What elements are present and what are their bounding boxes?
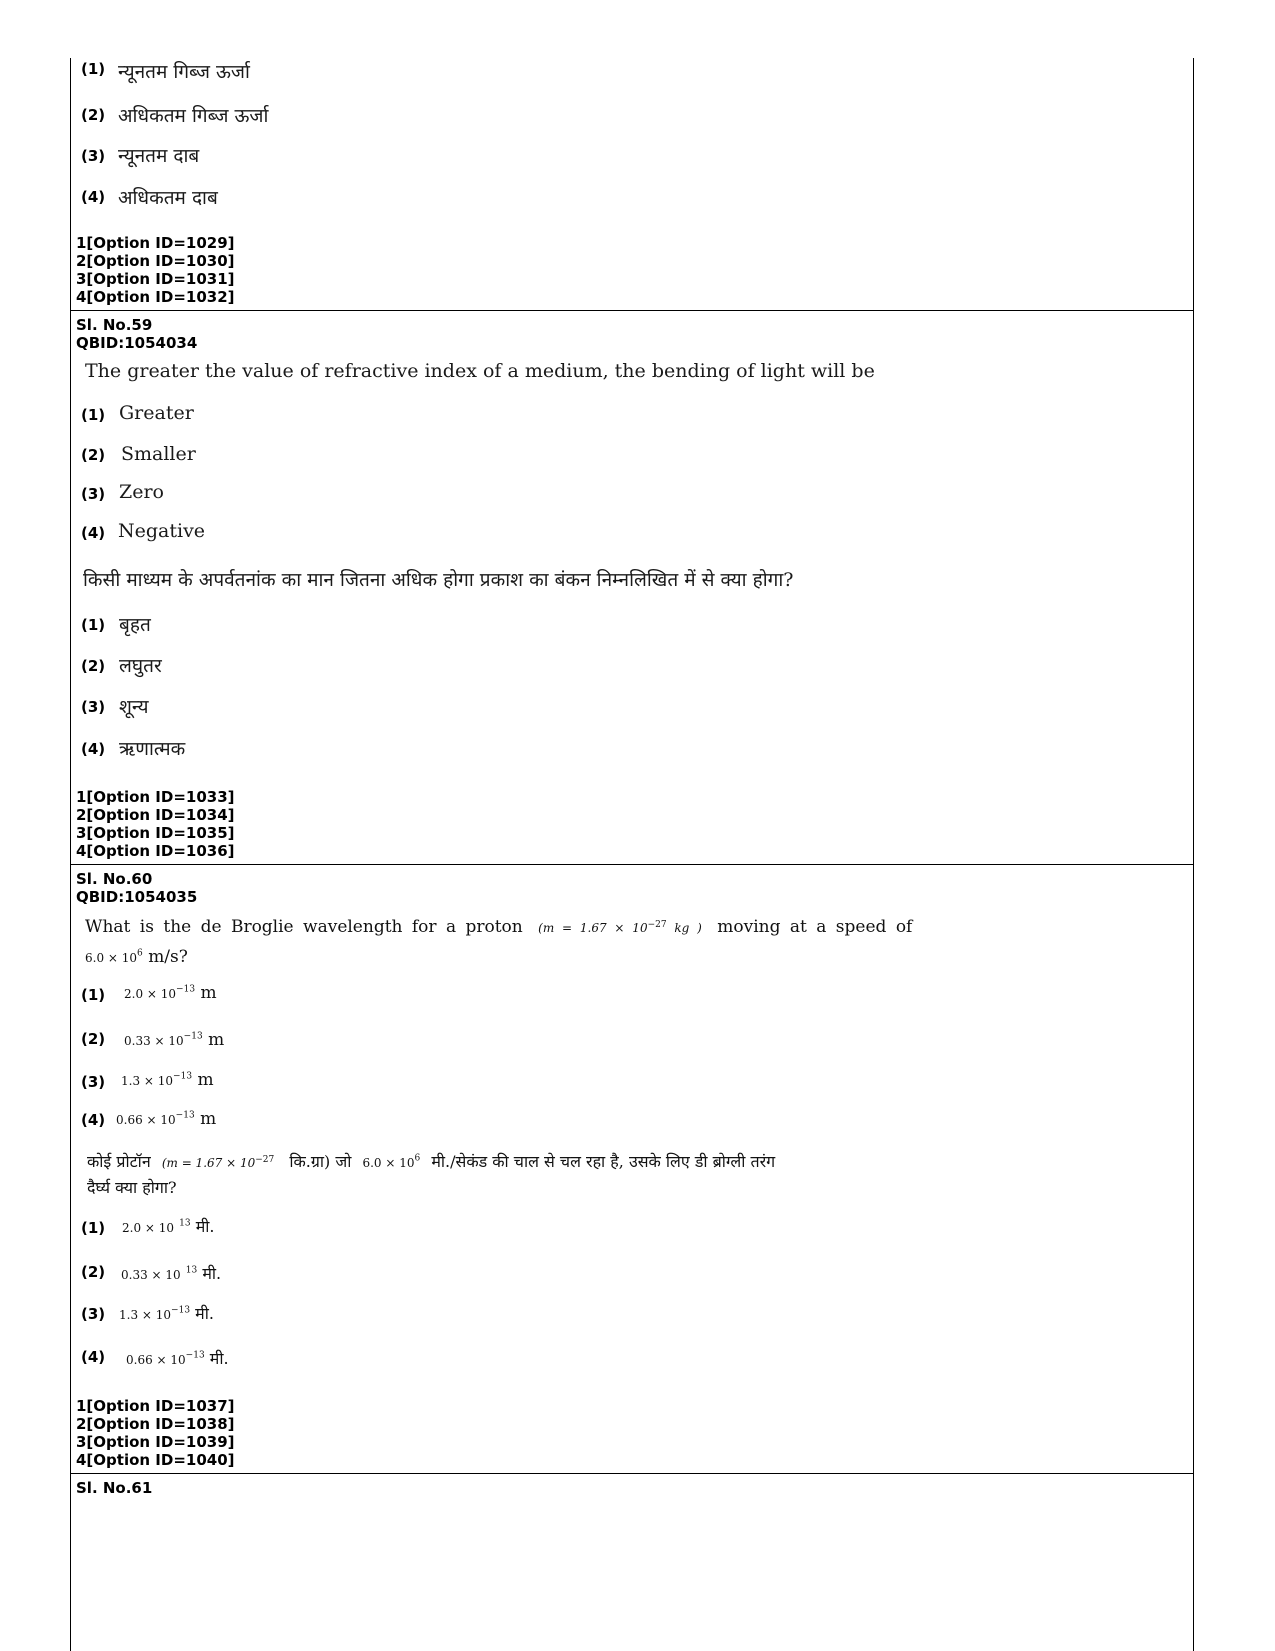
option-number: (2) <box>81 1030 106 1048</box>
option-number: (1) <box>81 1219 106 1237</box>
question-stem-hi: कोई प्रोटॉन ($m = 1.67 \times 10^{-27}$ कि.ग्रा) जो $6.0 \times 10^6$ मी./सेकंड की चाल से चल रहा है, उसके लिए डी ब्रोग्ली तरंग <box>87 1152 776 1171</box>
question-stem-hi-cont: दैर्घ्य क्या होगा? <box>87 1178 177 1197</box>
option-number: (3) <box>81 485 106 503</box>
option-number: (4) <box>81 1348 106 1366</box>
question-stem-en: The greater the value of refractive index of a medium, the bending of light will be <box>85 360 875 382</box>
question-divider <box>70 310 1194 311</box>
option-text: Negative <box>118 520 206 542</box>
option-text: 2.0 × 10 $^{13}$ मी. <box>122 1217 215 1236</box>
option-id: 1[Option ID=1029] <box>76 234 235 252</box>
option-number: (3) <box>81 698 106 716</box>
option-text: Smaller <box>121 443 196 465</box>
option-text: अधिकतम गिब्ज ऊर्जा <box>118 105 269 127</box>
option-number: (1) <box>81 986 106 1004</box>
question-stem-hi: किसी माध्यम के अपर्वतनांक का मान जितना अधिक होगा प्रकाश का बंकन निम्नलिखित में से क्या होगा? <box>83 569 794 591</box>
option-number: (4) <box>81 1111 106 1129</box>
option-id: 3[Option ID=1031] <box>76 270 235 288</box>
question-stem-en-cont: $6.0 \times 10^6$ m/s? <box>85 947 188 967</box>
option-text: अधिकतम दाब <box>118 187 218 209</box>
option-id: 1[Option ID=1037] <box>76 1397 235 1415</box>
option-id: 3[Option ID=1039] <box>76 1433 235 1451</box>
option-text: 0.33 × 10 $^{13}$ मी. <box>121 1264 222 1283</box>
option-id: 2[Option ID=1030] <box>76 252 235 270</box>
option-number: (2) <box>81 657 106 675</box>
serial-number: Sl. No.61 <box>76 1479 153 1497</box>
option-text: Zero <box>119 481 164 503</box>
option-text: बृहत <box>119 614 151 636</box>
qbid: QBID:1054034 <box>76 334 198 352</box>
option-number: (1) <box>81 406 106 424</box>
option-text: $1.3 \times 10^{-13}$ मी. <box>119 1304 214 1323</box>
option-text: $0.66 \times 10^{-13}$ मी. <box>126 1349 229 1368</box>
option-number: (3) <box>81 147 106 165</box>
option-text: लघुतर <box>119 655 162 677</box>
option-text: $1.3 \times 10^{-13}$ m <box>121 1070 214 1090</box>
option-id-list <box>76 1397 235 1469</box>
option-number: (2) <box>81 1263 106 1281</box>
option-id: 4[Option ID=1040] <box>76 1451 235 1469</box>
qbid: QBID:1054035 <box>76 888 198 906</box>
option-id-list <box>76 788 235 860</box>
option-number: (4) <box>81 740 106 758</box>
option-text: $0.66 \times 10^{-13}$ m <box>116 1109 217 1129</box>
option-text: न्यूनतम दाब <box>118 145 200 167</box>
option-id: 4[Option ID=1032] <box>76 288 235 306</box>
option-text: ऋणात्मक <box>119 738 186 760</box>
question-divider <box>70 1473 1194 1474</box>
option-id: 2[Option ID=1034] <box>76 806 235 824</box>
option-text: $0.33 \times 10^{-13}$ m <box>124 1030 225 1050</box>
option-number: (1) <box>81 60 106 78</box>
option-text: $2.0 \times 10^{-13}$ m <box>124 983 217 1003</box>
serial-number: Sl. No.59 <box>76 316 153 334</box>
option-text: Greater <box>119 402 194 424</box>
option-number: (4) <box>81 188 106 206</box>
option-id: 2[Option ID=1038] <box>76 1415 235 1433</box>
option-number: (2) <box>81 106 106 124</box>
option-number: (2) <box>81 446 106 464</box>
option-id: 3[Option ID=1035] <box>76 824 235 842</box>
option-number: (1) <box>81 616 106 634</box>
option-number: (3) <box>81 1073 106 1091</box>
option-id-list <box>76 234 235 306</box>
option-number: (3) <box>81 1305 106 1323</box>
serial-number: Sl. No.60 <box>76 870 153 888</box>
option-id: 1[Option ID=1033] <box>76 788 235 806</box>
option-text: शून्य <box>119 696 149 718</box>
question-stem-en: What is the de Broglie wavelength for a proton ($m = 1.67 \times 10^{-27}$ kg ) moving at a speed of <box>85 917 913 937</box>
option-text: न्यूनतम गिब्ज ऊर्जा <box>118 61 250 83</box>
option-number: (4) <box>81 524 106 542</box>
page-frame <box>70 58 1194 1651</box>
option-id: 4[Option ID=1036] <box>76 842 235 860</box>
question-divider <box>70 864 1194 865</box>
